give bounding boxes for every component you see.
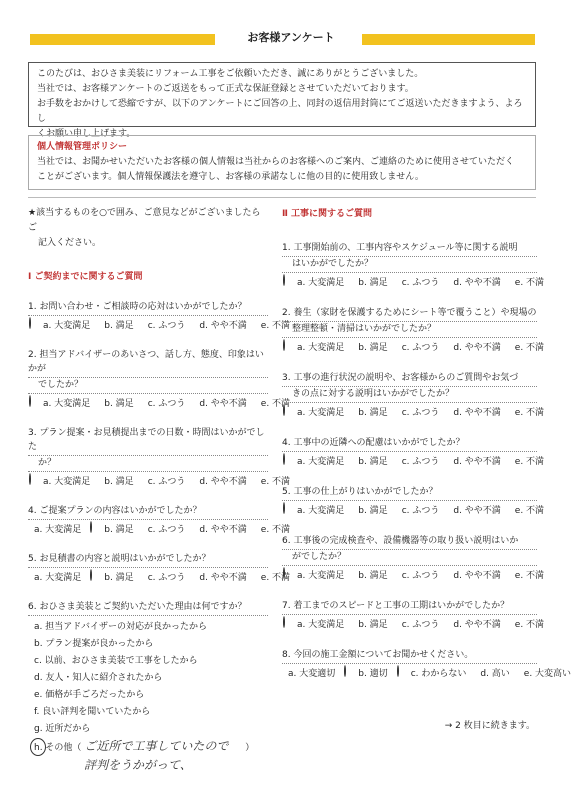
answer-option[interactable]: [515, 341, 551, 355]
page-title: お客様アンケート: [247, 31, 335, 44]
question-text: 4. ご提案プランの内容はいかがでしたか？: [28, 504, 268, 520]
answer-option[interactable]: [199, 319, 253, 333]
answer-options: [282, 618, 545, 632]
reason-option-other[interactable]: [34, 738, 268, 757]
answer-option-label: d. やや不満: [453, 343, 501, 353]
answer-options: [282, 504, 545, 518]
question-text: 3. プラン提案・お見積提出までの日数・時間はいかがでした: [28, 426, 268, 456]
privacy-line: 当社では、お聞かせいただいたお客様の個人情報は当社からのお客様へのご案内、ご連絡のために使用させていただく: [37, 157, 515, 167]
answer-option[interactable]: [288, 618, 351, 632]
question-text: 5. 工事の仕上がりはいかがでしたか？: [282, 485, 537, 501]
answer-option-label: a. 大変満足: [297, 571, 345, 581]
answer-option-label: d. やや不満: [199, 477, 247, 487]
question: [282, 371, 545, 420]
answer-option-label: b. 満足: [358, 343, 388, 353]
answer-option-label: e. 不満: [514, 278, 545, 288]
answer-option[interactable]: [515, 569, 551, 583]
question: [282, 241, 545, 290]
handwritten-answer: 評判をうかがって、: [84, 758, 192, 772]
answer-options: [282, 341, 545, 355]
answer-option-label: b. 満足: [358, 506, 388, 516]
answer-option-label: e. 不満: [260, 399, 291, 409]
instruction-line: 記入ください。: [38, 238, 102, 248]
privacy-line: ことがございます。個人情報保護法を遵守し、お客様の承諾なしに他の目的に使用致しません。: [37, 172, 424, 182]
answer-option-label: d. やや不満: [453, 571, 501, 581]
answer-options: [28, 571, 291, 585]
answer-option-label: c. ふつう: [401, 343, 440, 353]
answer-option-label: e. 不満: [514, 620, 545, 630]
answer-option-label: c. ふつう: [401, 457, 440, 467]
answer-options: [282, 455, 545, 469]
answer-circle: [29, 317, 31, 329]
answer-option[interactable]: [288, 504, 351, 518]
answer-option-label: a. 大変満足: [43, 477, 91, 487]
question-text: でしたか？: [28, 378, 268, 394]
answer-circle: [283, 453, 285, 465]
answer-option-label: a. 大変満足: [297, 620, 345, 630]
question: [28, 552, 291, 585]
answer-option-label: b. 満足: [358, 571, 388, 581]
question: [282, 306, 545, 355]
answer-option-label: d. やや不満: [199, 525, 247, 535]
answer-circle: [29, 473, 31, 485]
answer-option[interactable]: [148, 571, 193, 585]
answer-option[interactable]: [34, 475, 97, 489]
question: [282, 534, 545, 583]
answer-option[interactable]: [358, 341, 394, 355]
answer-option[interactable]: [515, 406, 551, 420]
answer-option-label: d. やや不満: [199, 573, 247, 583]
answer-circle: [29, 395, 31, 407]
handwritten-answer: ご近所で工事していたので: [84, 739, 229, 753]
answer-option[interactable]: [453, 341, 507, 355]
answer-option[interactable]: [288, 406, 351, 420]
reason-option[interactable]: f. 良い評判を聞いていたから: [34, 707, 151, 717]
intro-box: [28, 62, 536, 139]
answer-option[interactable]: [453, 504, 507, 518]
question: [28, 300, 291, 333]
question: [28, 426, 291, 489]
answer-option[interactable]: [402, 341, 447, 355]
answer-option[interactable]: [453, 276, 507, 290]
question-text: はいかがでしたか？: [282, 257, 537, 273]
answer-option[interactable]: [402, 455, 447, 469]
answer-option-label: b. 満足: [358, 278, 388, 288]
answer-option[interactable]: [34, 319, 97, 333]
title-bar: [30, 30, 535, 46]
answer-option[interactable]: [199, 523, 253, 537]
answer-option[interactable]: [358, 276, 394, 290]
answer-option-label: e. 不満: [260, 573, 291, 583]
answer-option-label: d. やや不満: [453, 620, 501, 630]
answer-options: [28, 319, 291, 333]
answer-circle: [30, 738, 46, 756]
reason-option[interactable]: a. 担当アドバイザーの対応が良かったから: [34, 622, 208, 632]
answer-options: [282, 667, 572, 681]
question-text: きの点に対する説明はいかがでしたか？: [282, 387, 537, 403]
answer-option-label: a. 大変適切: [288, 669, 336, 679]
question-text: 6. おひさま美装とご契約いただいた理由は何ですか？: [28, 600, 268, 616]
answer-option[interactable]: [453, 455, 507, 469]
answer-option-label: b. 適切: [358, 669, 388, 679]
answer-options: [28, 397, 291, 411]
reason-option-other-label: h. その他（: [34, 743, 82, 753]
privacy-title: 個人情報管理ポリシー: [37, 142, 128, 152]
reason-option[interactable]: g. 近所だから: [34, 724, 91, 734]
answer-option[interactable]: [402, 569, 447, 583]
answer-option-label: e. 大変高い: [523, 669, 572, 679]
answer-option[interactable]: [402, 276, 447, 290]
answer-option-label: a. 大変満足: [43, 321, 91, 331]
right-column: [282, 200, 572, 686]
intro-line: くお願い申し上げます。: [37, 129, 136, 139]
answer-circle: [283, 616, 285, 628]
answer-option[interactable]: [288, 569, 351, 583]
answer-option[interactable]: [515, 276, 551, 290]
answer-option-label: c. ふつう: [147, 573, 186, 583]
answer-options: [282, 276, 545, 290]
answer-option-label: b. 満足: [358, 620, 388, 630]
answer-option[interactable]: [199, 475, 253, 489]
answer-option-label: c. ふつう: [401, 620, 440, 630]
answer-circle: [397, 665, 399, 677]
answer-circle: [90, 521, 92, 533]
answer-circle: [283, 339, 285, 351]
answer-option-label: d. やや不満: [453, 278, 501, 288]
answer-option[interactable]: [358, 504, 394, 518]
answer-option[interactable]: [104, 475, 140, 489]
answer-circle: [283, 567, 285, 579]
answer-option[interactable]: [402, 504, 447, 518]
answer-options: [282, 406, 545, 420]
intro-line: お手数をおかけして恐縮ですが、以下のアンケートにご回答の上、同封の返信用封筒にてご返送いただきますよう、よろし: [37, 99, 523, 124]
answer-option-label: e. 不満: [514, 571, 545, 581]
answer-option-label: b. 満足: [104, 573, 134, 583]
title-bar-left: [30, 34, 215, 45]
answer-option[interactable]: [358, 569, 394, 583]
reason-option[interactable]: d. 友人・知人に紹介されたから: [34, 673, 163, 683]
answer-option[interactable]: [199, 397, 253, 411]
answer-option[interactable]: [358, 406, 394, 420]
answer-option[interactable]: [524, 667, 578, 681]
answer-option-label: c. わからない: [410, 669, 467, 679]
continuation-note: → 2 枚目に続きます。: [444, 721, 535, 731]
answer-option[interactable]: [515, 455, 551, 469]
answer-option-label: a. 大変満足: [34, 573, 82, 583]
other-close: ）: [245, 743, 255, 753]
question-text: がでしたか？: [282, 550, 537, 566]
question-text: 3. 工事の進行状況の説明や、お客様からのご質問やお気づ: [282, 371, 537, 387]
divider: [28, 197, 536, 198]
reason-option[interactable]: e. 価格が手ごろだったから: [34, 690, 145, 700]
answer-options: [282, 569, 545, 583]
question: [28, 348, 291, 411]
answer-option-label: c. ふつう: [147, 477, 186, 487]
answer-options: [28, 475, 291, 489]
answer-option[interactable]: [34, 397, 97, 411]
answer-option[interactable]: [515, 504, 551, 518]
answer-option-label: e. 不満: [260, 477, 291, 487]
question-8: [282, 648, 572, 681]
answer-option[interactable]: [402, 406, 447, 420]
answer-option[interactable]: [515, 618, 551, 632]
answer-option-label: e. 不満: [514, 506, 545, 516]
answer-option[interactable]: [148, 475, 193, 489]
answer-option[interactable]: [288, 276, 351, 290]
answer-option[interactable]: [453, 406, 507, 420]
question: [282, 599, 545, 632]
question-text: 6. 工事後の完成検査や、設備機器等の取り扱い説明はいか: [282, 534, 537, 550]
question-text: 1. 工事開始前の、工事内容やスケジュール等に関する説明: [282, 241, 537, 257]
intro-line: このたびは、おひさま美装にリフォーム工事をご依頼いただき、誠にありがとうございました。: [37, 69, 424, 79]
question-text: 2. 養生（家財を保護するためにシート等で覆うこと）や現場の: [282, 306, 537, 322]
answer-option[interactable]: [453, 569, 507, 583]
answer-option-label: b. 満足: [104, 399, 134, 409]
question-text: 7. 着工までのスピードと工事の工期はいかがでしたか？: [282, 599, 537, 615]
question-text: 整理整頓・清掃はいかがでしたか？: [282, 322, 537, 338]
answer-option-label: c. ふつう: [401, 408, 440, 418]
left-column: [28, 200, 291, 779]
answer-option[interactable]: [199, 571, 253, 585]
answer-circle: [283, 502, 285, 514]
answer-option-label: d. やや不満: [199, 399, 247, 409]
answer-option-label: c. ふつう: [147, 525, 186, 535]
answer-option[interactable]: [349, 667, 394, 681]
answer-option-label: e. 不満: [514, 343, 545, 353]
intro-line: 当社では、お客様アンケートのご返送をもって正式な保証登録とさせていただいております。: [37, 84, 414, 94]
question: [28, 504, 291, 537]
answer-option[interactable]: [104, 397, 140, 411]
answer-option-label: e. 不満: [514, 457, 545, 467]
answer-circle: [283, 404, 285, 416]
reason-list: [28, 619, 268, 774]
answer-option[interactable]: [288, 341, 351, 355]
instruction-line: ★該当するものを○で囲み、ご意見などがございましたらご: [28, 208, 261, 233]
question-text: 4. 工事中の近隣への配慮はいかがでしたか？: [282, 436, 537, 452]
answer-option[interactable]: [34, 571, 88, 585]
section-2-title: Ⅱ 工事に関するご質問: [282, 209, 373, 219]
answer-option[interactable]: [95, 571, 140, 585]
question: [282, 485, 545, 518]
answer-option[interactable]: [453, 618, 507, 632]
answer-option[interactable]: [148, 319, 193, 333]
answer-option[interactable]: [480, 667, 516, 681]
answer-option[interactable]: [34, 523, 88, 537]
answer-option[interactable]: [148, 397, 193, 411]
answer-option-label: c. ふつう: [401, 506, 440, 516]
answer-option[interactable]: [402, 667, 474, 681]
answer-option-label: d. やや不満: [453, 408, 501, 418]
answer-option-label: e. 不満: [260, 525, 291, 535]
answer-option[interactable]: [104, 319, 140, 333]
answer-option[interactable]: [148, 523, 193, 537]
answer-circle: [344, 665, 346, 677]
answer-option-label: a. 大変満足: [297, 506, 345, 516]
answer-option-label: d. やや不満: [453, 506, 501, 516]
answer-option-label: e. 不満: [514, 408, 545, 418]
answer-circle: [90, 569, 92, 581]
answer-option-label: d. 高い: [480, 669, 510, 679]
answer-option-label: b. 満足: [358, 408, 388, 418]
answer-option-label: c. ふつう: [147, 321, 186, 331]
answer-option-label: a. 大変満足: [34, 525, 82, 535]
answer-option-label: a. 大変満足: [297, 457, 345, 467]
question-text: 1. お問い合わせ・ご相談時の応対はいかがでしたか？: [28, 300, 268, 316]
question-text: 5. お見積書の内容と説明はいかがでしたか？: [28, 552, 268, 568]
answer-option[interactable]: [288, 667, 342, 681]
right-questions: [282, 241, 545, 632]
section-1-title: Ⅰ ご契約までに関するご質問: [28, 272, 143, 282]
reason-option[interactable]: c. 以前、おひさま美装で工事をしたから: [34, 656, 198, 666]
answer-option-label: b. 満足: [104, 321, 134, 331]
answer-option-label: b. 満足: [104, 525, 134, 535]
answer-option-label: d. やや不満: [453, 457, 501, 467]
answer-option-label: b. 満足: [104, 477, 134, 487]
answer-option-label: c. ふつう: [401, 278, 440, 288]
answer-option[interactable]: [402, 618, 447, 632]
instruction: [28, 206, 268, 251]
answer-circle: [283, 274, 285, 286]
answer-option-label: b. 満足: [358, 457, 388, 467]
answer-option[interactable]: [95, 523, 140, 537]
left-questions: [28, 300, 291, 585]
privacy-box: [28, 135, 536, 190]
answer-option-label: c. ふつう: [147, 399, 186, 409]
answer-option-label: d. やや不満: [199, 321, 247, 331]
title-bar-right: [362, 34, 535, 45]
question-text: か？: [28, 456, 268, 472]
answer-option-label: c. ふつう: [401, 571, 440, 581]
answer-option-label: e. 不満: [260, 321, 291, 331]
question: [282, 436, 545, 469]
answer-option[interactable]: [358, 618, 394, 632]
answer-option-label: a. 大変満足: [43, 399, 91, 409]
answer-option-label: a. 大変満足: [297, 278, 345, 288]
answer-options: [28, 523, 291, 537]
question-text: 8. 今回の施工金額についてお聞かせください。: [282, 648, 537, 664]
answer-option-label: a. 大変満足: [297, 343, 345, 353]
question-6: [28, 600, 268, 774]
reason-option[interactable]: b. プラン提案が良かったから: [34, 639, 154, 649]
question-text: 2. 担当アドバイザーのあいさつ、話し方、態度、印象はいかが: [28, 348, 268, 378]
answer-option[interactable]: [358, 455, 394, 469]
answer-option-label: a. 大変満足: [297, 408, 345, 418]
answer-option[interactable]: [288, 455, 351, 469]
